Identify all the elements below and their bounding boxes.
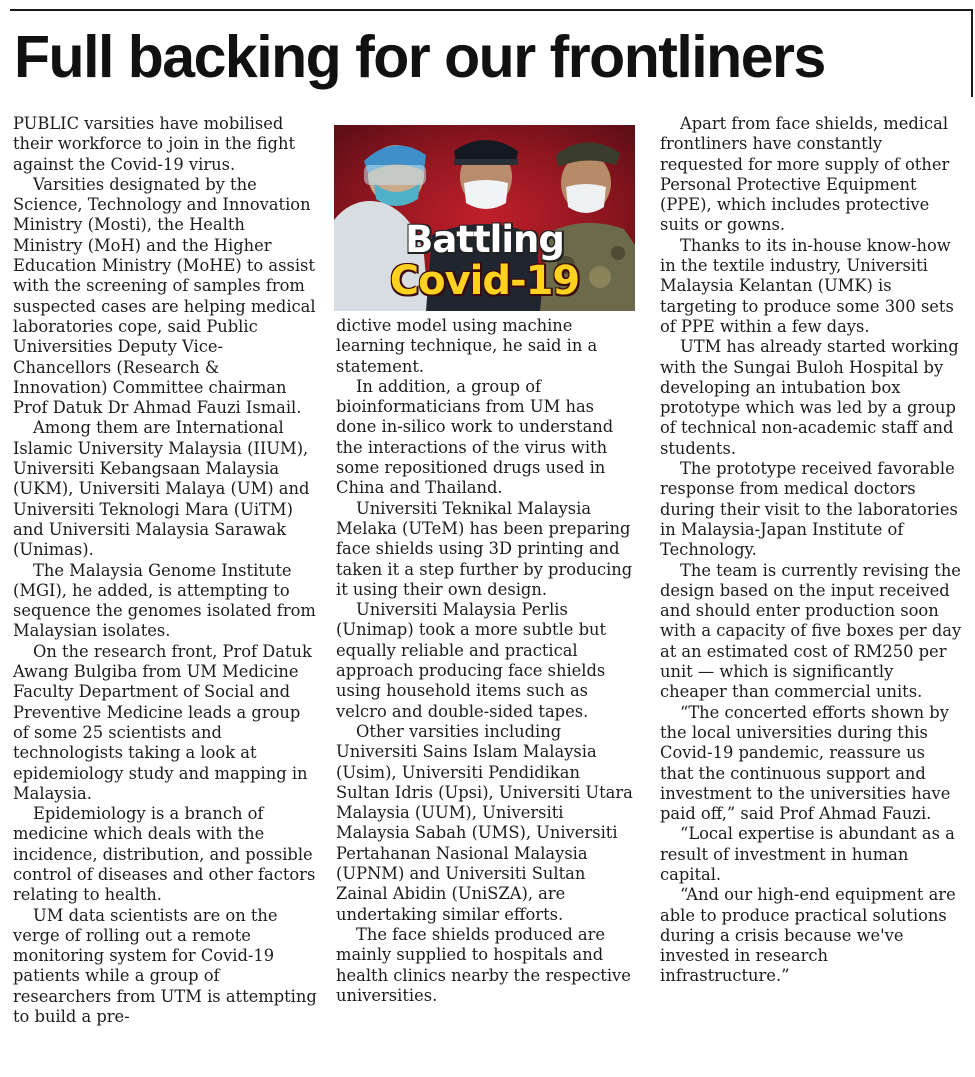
paragraph: UTM has already started working with the Sungai Buloh Hospital by developing an intubation box prototype which was led by a group of technical non-academic staff and students. bbox=[660, 337, 959, 458]
paragraph: Apart from face shields, medical frontliners have constantly requested for more supply of other Personal Protective Equipment (PPE), which includes protective suits or gowns. bbox=[660, 114, 950, 235]
paragraph: Epidemiology is a branch of medicine which deals with the incidence, distribution, and possible control of diseases and other factors relating to health. bbox=[13, 804, 316, 905]
top-rule bbox=[10, 9, 973, 11]
paragraph: dictive model using machine learning technique, he said in a statement. bbox=[336, 316, 598, 376]
paragraph: The Malaysia Genome Institute (MGI), he added, is attempting to sequence the genomes isolated from Malaysian isolates. bbox=[13, 560, 316, 641]
photo-title-line2: Covid-19 bbox=[389, 258, 580, 304]
paragraph: “Local expertise is abundant as a result of investment in human capital. bbox=[660, 824, 955, 884]
paragraph: “And our high-end equipment are able to produce practical solutions during a crisis because we've invested in research infrastructure.” bbox=[660, 885, 956, 986]
paragraph: Universiti Malaysia Perlis (Unimap) took a more subtle but equally reliable and practical approach producing face shields using household items such as velcro and double-sided tapes. bbox=[336, 600, 607, 721]
soldier-mask bbox=[566, 184, 606, 213]
headline: Full backing for our frontliners bbox=[14, 24, 825, 90]
officer-cap-band bbox=[454, 159, 518, 165]
paragraph: Among them are International Islamic University Malaysia (IIUM), Universiti Kebangsaan Malaysia (UKM), Universiti Malaya (UM) and Universiti Teknologi Mara (UiTM) and Universiti Malaysia Sarawak (Unimas). bbox=[13, 418, 310, 560]
paragraph: UM data scientists are on the verge of rolling out a remote monitoring system for Covid-19 patients while a group of researchers from UTM is attempting to build a pre- bbox=[13, 905, 317, 1027]
paragraph: PUBLIC varsities have mobilised their workforce to join in the fight against the Covid-19 virus. bbox=[13, 114, 296, 174]
paragraph: Thanks to its in-house know-how in the textile industry, Universiti Malaysia Kelantan (UMK) is targeting to produce some 300 sets of PPE within a few days. bbox=[660, 235, 954, 336]
paragraph: In addition, a group of bioinformaticians from UM has done in-silico work to understand the interactions of the virus with some repositioned drugs used in China and Thailand. bbox=[336, 376, 614, 498]
column-left bbox=[13, 114, 319, 1027]
paragraph: Other varsities including Universiti Sains Islam Malaysia (Usim), Universiti Pendidikan Sultan Idris (Upsi), Universiti Utara Malaysia (UUM), Universiti Malaysia Sabah (UMS), Universiti Pertahanan Nasional Malaysia (UPNM) and Universiti Sultan Zainal Abidin (UniSZA), are undertaking similar efforts. bbox=[336, 721, 633, 924]
paragraph: Varsities designated by the Science, Technology and Innovation Ministry (Mosti), the Health Ministry (MoH) and the Higher Education Ministry (MoHE) to assist with the screening of samples from suspected cases are helping medical laboratories cope, said Public Universities Deputy Vice-Chancellors (Research & Innovation) Committee chairman Prof Datuk Dr Ahmad Fauzi Ismail. bbox=[13, 174, 316, 418]
paragraph: The prototype received favorable response from medical doctors during their visit to the laboratories in Malaysia-Japan Institute of Technology. bbox=[660, 459, 958, 560]
paragraph: The face shields produced are mainly supplied to hospitals and health clinics nearby the respective universities. bbox=[336, 924, 631, 1005]
paragraph: Universiti Teknikal Malaysia Melaka (UTeM) has been preparing face shields using 3D printing and taken it a step further by producing it using their own design. bbox=[336, 498, 633, 599]
photo-title-line1: Battling bbox=[405, 218, 564, 261]
paragraph: The team is currently revising the design based on the input received and should enter production soon with a capacity of five boxes per day at an estimated cost of RM250 per unit — which is significantly cheaper than commercial units. bbox=[660, 560, 962, 702]
right-rule bbox=[971, 9, 973, 97]
officer-mask bbox=[464, 180, 508, 209]
paragraph: On the research front, Prof Datuk Awang Bulgiba from UM Medicine Faculty Department of Social and Preventive Medicine leads a group of some 25 scientists and technologists taking a look at epidemiology study and mapping in Malaysia. bbox=[13, 641, 312, 803]
medic-faceshield bbox=[364, 165, 426, 185]
paragraph: “The concerted efforts shown by the local universities during this Covid-19 pandemic, reassure us that the continuous support and investment to the universities have paid off,” said Prof Ahmad Fauzi. bbox=[660, 702, 951, 824]
column-middle bbox=[336, 316, 638, 1006]
column-right bbox=[660, 114, 962, 987]
battling-covid-photo bbox=[334, 125, 635, 311]
